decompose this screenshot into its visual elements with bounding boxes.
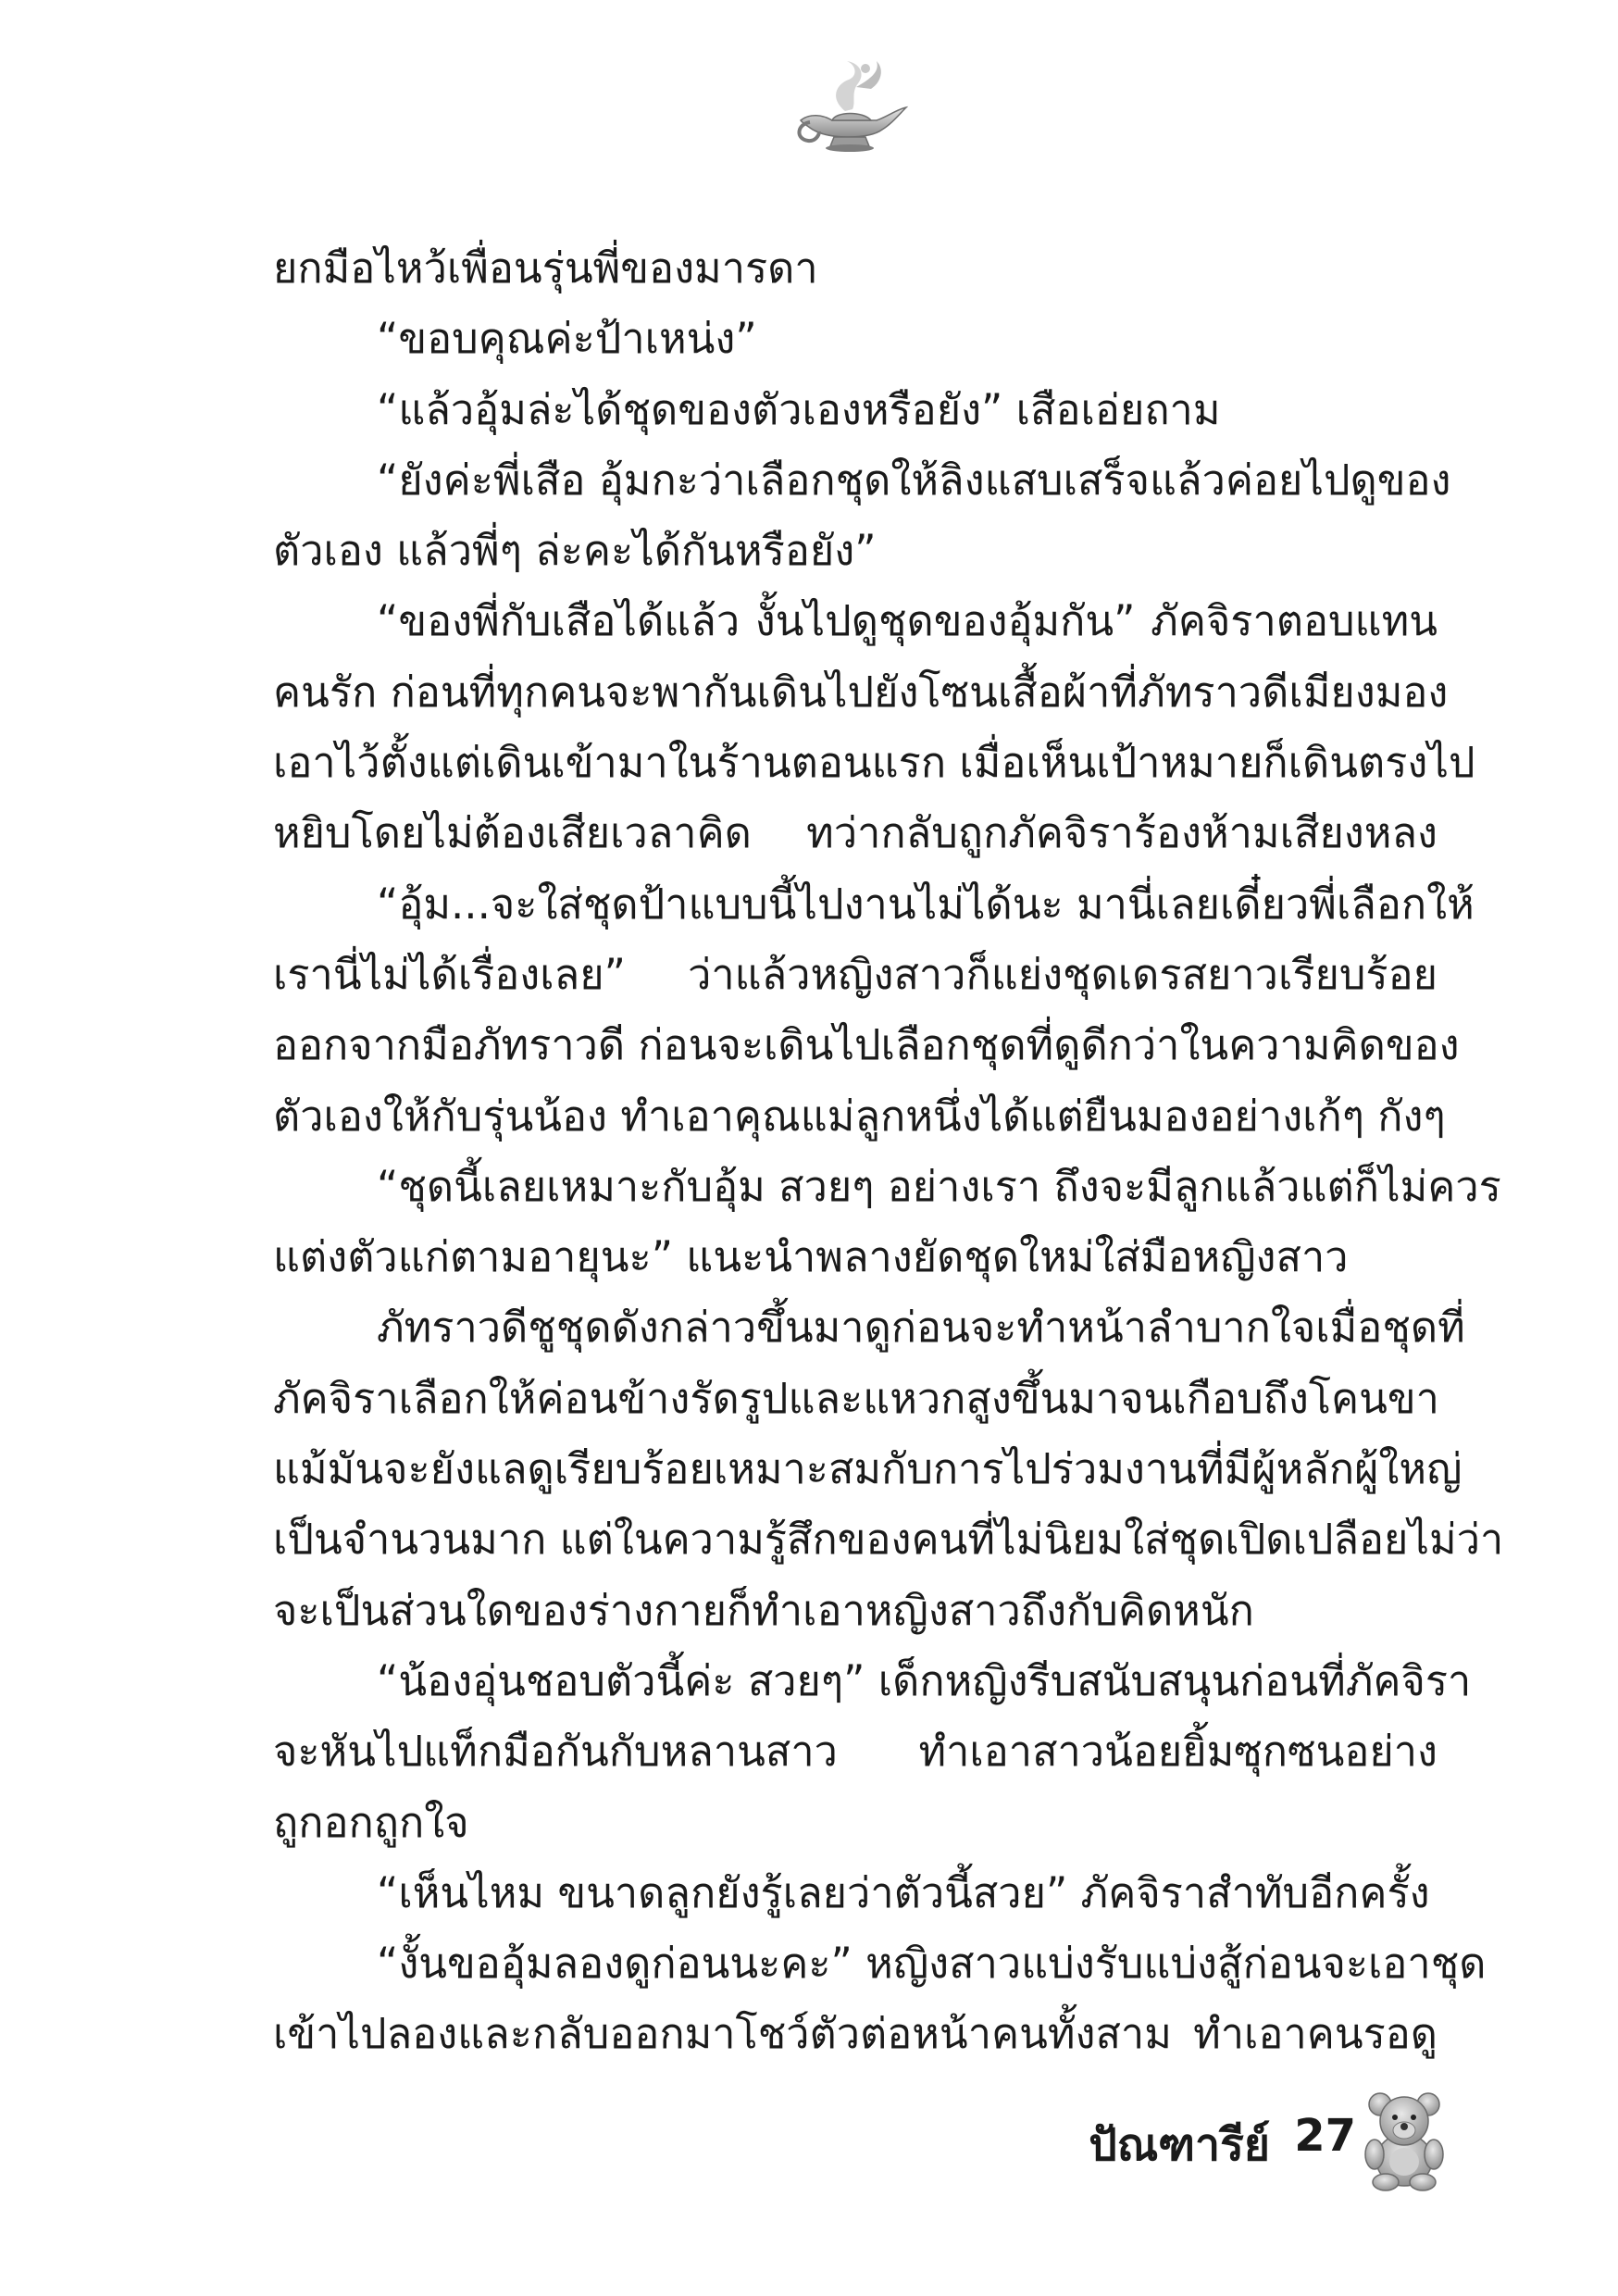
text-line: คนรัก ก่อนที่ทุกคนจะพากันเดินไปยังโซนเสื้อผ้าที่ภัทราวดีเมียงมอง [273, 667, 1449, 717]
text-line: ภัคจิราเลือกให้ค่อนข้างรัดรูปและแหวกสูงขึ้นมาจนเกือบถึงโคนขา [273, 1373, 1439, 1423]
text-line: เข้าไปลองและกลับออกมาโชว์ตัวต่อหน้าคนทั้งสาม ทำเอาคนรอดู [273, 2009, 1438, 2059]
author-name: ปัณฑารีย์ [1089, 2119, 1270, 2171]
genie-lamp-icon [791, 56, 912, 157]
text-line: หยิบโดยไม่ต้องเสียเวลาคิด ทว่ากลับถูกภัคจิราร้องห้ามเสียงหลง [273, 808, 1438, 858]
text-line: “ยังค่ะพี่เสือ อุ้มกะว่าเลือกชุดให้ลิงแสบเสร็จแล้วค่อยไปดูของ [377, 455, 1451, 505]
text-line: ยกมือไหว้เพื่อนรุ่นพี่ของมารดา [273, 243, 818, 293]
text-line: “ขอบคุณค่ะป้าเหน่ง” [377, 314, 757, 364]
text-line: ตัวเอง แล้วพี่ๆ ล่ะคะได้กันหรือยัง” [273, 526, 877, 576]
text-line: ถูกอกถูกใจ [273, 1797, 469, 1847]
text-line: “แล้วอุ้มล่ะได้ชุดของตัวเองหรือยัง” เสือเอ่ยถาม [377, 384, 1221, 434]
text-line: “น้องอุ่นชอบตัวนี้ค่ะ สวยๆ” เด็กหญิงรีบสนับสนุนก่อนที่ภัคจิรา [377, 1655, 1472, 1705]
text-line: “ชุดนี้เลยเหมาะกับอุ้ม สวยๆ อย่างเรา ถึงจะมีลูกแล้วแต่ก็ไม่ควร [377, 1161, 1501, 1211]
text-line: “เห็นไหม ขนาดลูกยังรู้เลยว่าตัวนี้สวย” ภัคจิราสำทับอีกครั้ง [377, 1867, 1430, 1917]
text-line: จะหันไปแท็กมือกันกับหลานสาว ทำเอาสาวน้อยยิ้มซุกซนอย่าง [273, 1727, 1438, 1777]
text-line: เอาไว้ตั้งแต่เดินเข้ามาในร้านตอนแรก เมื่อเห็นเป้าหมายก็เดินตรงไป [273, 738, 1475, 788]
text-line: “อุ้ม...จะใส่ชุดป้าแบบนี้ไปงานไม่ได้นะ มานี่เลยเดี๋ยวพี่เลือกให้ [377, 879, 1475, 929]
text-line: แม้มันจะยังแลดูเรียบร้อยเหมาะสมกับการไปร่วมงานที่มีผู้หลักผู้ใหญ่ [273, 1444, 1462, 1494]
page-number: 27 [1294, 2110, 1356, 2162]
text-line: ภัทราวดีชูชุดดังกล่าวขึ้นมาดูก่อนจะทำหน้าลำบากใจเมื่อชุดที่ [377, 1303, 1465, 1353]
teddy-bear-icon [1360, 2088, 1449, 2191]
text-line: เป็นจำนวนมาก แต่ในความรู้สึกของคนที่ไม่นิยมใส่ชุดเปิดเปลือยไม่ว่า [273, 1515, 1504, 1565]
text-line: จะเป็นส่วนใดของร่างกายก็ทำเอาหญิงสาวถึงกับคิดหนัก [273, 1585, 1254, 1635]
text-line: เรานี่ไม่ได้เรื่องเลย” ว่าแล้วหญิงสาวก็แย่งชุดเดรสยาวเรียบร้อย [273, 949, 1438, 999]
story-text [273, 233, 1504, 2070]
text-line: “งั้นขออุ้มลองดูก่อนนะคะ” หญิงสาวแบ่งรับแบ่งสู้ก่อนจะเอาชุด [377, 1939, 1487, 1989]
page-footer [1064, 2078, 1500, 2208]
text-line: ออกจากมือภัทราวดี ก่อนจะเดินไปเลือกชุดที่ดูดีกว่าในความคิดของ [273, 1020, 1460, 1070]
text-line: แต่งตัวแก่ตามอายุนะ” แนะนำพลางยัดชุดใหม่ใส่มือหญิงสาว [273, 1232, 1349, 1282]
text-line: ตัวเองให้กับรุ่นน้อง ทำเอาคุณแม่ลูกหนึ่งได้แต่ยืนมองอย่างเก้ๆ กังๆ [273, 1091, 1446, 1141]
text-line: “ของพี่กับเสือได้แล้ว งั้นไปดูชุดของอุ้มกัน” ภัคจิราตอบแทน [377, 596, 1438, 646]
